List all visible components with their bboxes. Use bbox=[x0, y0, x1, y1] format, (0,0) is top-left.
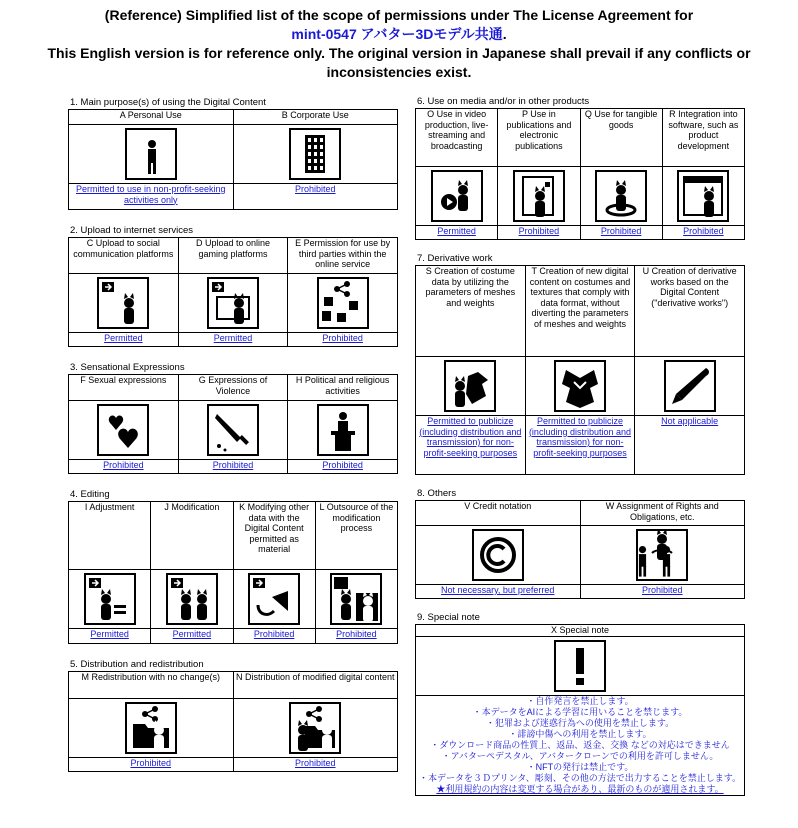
special-note-icon-cell bbox=[416, 636, 745, 695]
software-icon bbox=[677, 170, 729, 222]
copyright-icon bbox=[472, 529, 524, 581]
icon-cell bbox=[69, 125, 234, 184]
knife-icon bbox=[207, 404, 259, 456]
goods-icon bbox=[595, 170, 647, 222]
section-label: 9. Special note bbox=[417, 612, 480, 623]
permission-table bbox=[415, 265, 745, 475]
pen-icon bbox=[664, 360, 716, 412]
icon-cell bbox=[416, 526, 581, 585]
section-label: 4. Editing bbox=[70, 489, 110, 500]
icon-cell bbox=[498, 167, 580, 226]
permission-header: P Use in publications and electronic publications bbox=[498, 109, 580, 167]
permission-header: T Creation of new digital content on costumes and textures that comply with data format, without diverting the parameters of meshes and weights bbox=[525, 266, 635, 357]
permission-result: Permitted bbox=[69, 629, 151, 644]
special-note-line: ・本データを３Ｄプリンタ、彫刻、その他の方法で出力することを禁止します。 bbox=[418, 772, 742, 783]
permission-result: Prohibited bbox=[233, 184, 398, 210]
permission-result: Prohibited bbox=[233, 758, 398, 772]
permission-result: Prohibited bbox=[178, 460, 288, 474]
left-column bbox=[68, 96, 398, 772]
permission-header: E Permission for use by third parties within the online service bbox=[288, 238, 398, 274]
permission-header: O Use in video production, live-streaming and broadcasting bbox=[416, 109, 498, 167]
podium-icon bbox=[317, 404, 369, 456]
permission-result: Prohibited bbox=[580, 226, 662, 240]
section-label: 3. Sensational Expressions bbox=[70, 362, 185, 373]
permission-header: B Corporate Use bbox=[233, 110, 398, 125]
assignment-icon bbox=[636, 529, 688, 581]
permission-header: G Expressions of Violence bbox=[178, 375, 288, 401]
permission-section bbox=[415, 487, 745, 599]
permission-result: Prohibited bbox=[315, 629, 397, 644]
icon-cell bbox=[233, 699, 398, 758]
permission-header: S Creation of costume data by utilizing the parameters of meshes and weights bbox=[416, 266, 526, 357]
section-label: 5. Distribution and redistribution bbox=[70, 659, 204, 670]
permission-section bbox=[68, 224, 398, 347]
adjust-icon bbox=[84, 573, 136, 625]
publication-icon bbox=[513, 170, 565, 222]
permission-header: W Assignment of Rights and Obligations, etc. bbox=[580, 501, 745, 526]
special-note-line: ・犯罪および迷惑行為への使用を禁止します。 bbox=[485, 717, 675, 728]
permission-header: R Integration into software, such as product development bbox=[662, 109, 744, 167]
permission-result: Prohibited bbox=[288, 460, 398, 474]
texture-icon bbox=[554, 360, 606, 412]
title-line-4: inconsistencies exist. bbox=[326, 64, 472, 80]
permission-table bbox=[68, 501, 398, 644]
title-line-3: This English version is for reference only. The original version in Japanese shall prevail if any conflicts or bbox=[47, 45, 751, 61]
permission-table bbox=[415, 108, 745, 240]
icon-cell bbox=[178, 401, 288, 460]
title-period: . bbox=[502, 26, 507, 42]
permission-header: H Political and religious activities bbox=[288, 375, 398, 401]
permission-result: Permitted to use in non-profit-seeking activities only bbox=[69, 184, 234, 210]
special-note-line: ・自作発言を禁止します。 bbox=[526, 695, 634, 706]
icon-cell bbox=[525, 357, 635, 416]
icon-cell bbox=[288, 274, 398, 333]
permission-result: Not applicable bbox=[635, 416, 745, 475]
permission-header: L Outsource of the modification process bbox=[315, 502, 397, 570]
exclamation-icon bbox=[554, 640, 606, 692]
permission-header: J Modification bbox=[151, 502, 233, 570]
permission-section bbox=[68, 658, 398, 772]
icon-cell bbox=[662, 167, 744, 226]
special-notes bbox=[416, 695, 745, 795]
special-note-line: ・ダウンロード商品の性質上、返品、返金、交換 などの対応はできません bbox=[430, 739, 730, 750]
permission-header: M Redistribution with no change(s) bbox=[69, 672, 234, 699]
icon-cell bbox=[580, 167, 662, 226]
icon-cell bbox=[580, 526, 745, 585]
permission-result: Prohibited bbox=[580, 585, 745, 599]
icon-cell bbox=[315, 570, 397, 629]
document-title bbox=[0, 6, 798, 82]
permission-section bbox=[415, 252, 745, 475]
icon-cell bbox=[69, 274, 179, 333]
section-label: 8. Others bbox=[417, 488, 457, 499]
special-note-table bbox=[415, 624, 745, 796]
section-label: 1. Main purpose(s) of using the Digital Content bbox=[70, 97, 266, 108]
share-modified-icon bbox=[289, 702, 341, 754]
product-name: mint-0547 アバター3Dモデル共通 bbox=[291, 26, 503, 42]
building-icon bbox=[289, 128, 341, 180]
permission-section bbox=[68, 488, 398, 644]
icon-cell bbox=[69, 699, 234, 758]
permission-section bbox=[415, 95, 745, 240]
permission-header: K Modifying other data with the Digital Content permitted as material bbox=[233, 502, 315, 570]
video-icon bbox=[431, 170, 483, 222]
permission-table bbox=[68, 374, 398, 474]
title-line-1: (Reference) Simplified list of the scope of permissions under The License Agreement for bbox=[104, 7, 694, 23]
icon-cell bbox=[69, 570, 151, 629]
icon-cell bbox=[178, 274, 288, 333]
icon-cell bbox=[288, 401, 398, 460]
material-icon bbox=[248, 573, 300, 625]
permission-result: Prohibited bbox=[69, 460, 179, 474]
section-special-note bbox=[415, 611, 745, 796]
hearts-icon bbox=[97, 404, 149, 456]
section-label: 7. Derivative work bbox=[417, 253, 493, 264]
special-note-line: ・本データをAIによる学習に用いることを禁じます。 bbox=[472, 706, 688, 717]
permission-result: Permitted bbox=[178, 333, 288, 347]
permission-header: A Personal Use bbox=[69, 110, 234, 125]
icon-cell bbox=[233, 125, 398, 184]
permission-result: Permitted bbox=[69, 333, 179, 347]
icon-cell bbox=[416, 167, 498, 226]
special-note-line: ★利用規約の内容は変更する場合があり、最新のものが適用されます。 bbox=[436, 783, 724, 794]
permission-result: Permitted bbox=[416, 226, 498, 240]
special-note-line: ・NFTの発行は禁止です。 bbox=[526, 761, 634, 772]
share-users-icon bbox=[317, 277, 369, 329]
right-column bbox=[415, 95, 745, 796]
icon-cell bbox=[151, 570, 233, 629]
icon-cell bbox=[635, 357, 745, 416]
permission-result: Prohibited bbox=[662, 226, 744, 240]
special-note-line: ・誹謗中傷への利用を禁止します。 bbox=[508, 728, 652, 739]
permission-table bbox=[415, 500, 745, 599]
permission-table bbox=[68, 109, 398, 210]
person-icon bbox=[125, 128, 177, 180]
share-folder-icon bbox=[125, 702, 177, 754]
permission-header: N Distribution of modified digital content bbox=[233, 672, 398, 699]
permission-table bbox=[68, 237, 398, 347]
section-label: 2. Upload to internet services bbox=[70, 225, 194, 236]
permission-result: Permitted bbox=[151, 629, 233, 644]
permission-header: I Adjustment bbox=[69, 502, 151, 570]
permission-result: Prohibited bbox=[69, 758, 234, 772]
permission-section bbox=[68, 361, 398, 474]
permission-section bbox=[68, 96, 398, 210]
special-note-line: ・アバターペデスタル、アバタークローンでの利用を許可しません。 bbox=[441, 750, 719, 761]
permission-header: V Credit notation bbox=[416, 501, 581, 526]
costume-icon bbox=[444, 360, 496, 412]
outsource-icon bbox=[330, 573, 382, 625]
permission-header: U Creation of derivative works based on the Digital Content ("derivative works") bbox=[635, 266, 745, 357]
special-note-header: X Special note bbox=[416, 625, 745, 637]
permission-table bbox=[68, 671, 398, 772]
permission-result: Prohibited bbox=[233, 629, 315, 644]
permission-header: D Upload to online gaming platforms bbox=[178, 238, 288, 274]
permission-result: Prohibited bbox=[498, 226, 580, 240]
permission-header: C Upload to social communication platforms bbox=[69, 238, 179, 274]
icon-cell bbox=[416, 357, 526, 416]
section-label: 6. Use on media and/or in other products bbox=[417, 96, 590, 107]
permission-result: Prohibited bbox=[288, 333, 398, 347]
permission-result: Not necessary, but preferred bbox=[416, 585, 581, 599]
permission-result: Permitted to publicize (including distribution and transmission) for non-profit-seeking purposes bbox=[525, 416, 635, 475]
permission-header: F Sexual expressions bbox=[69, 375, 179, 401]
icon-cell bbox=[233, 570, 315, 629]
title-product-line bbox=[0, 25, 798, 44]
upload-avatar-icon bbox=[97, 277, 149, 329]
permission-result: Permitted to publicize (including distribution and transmission) for non-profit-seeking purposes bbox=[416, 416, 526, 475]
permission-header: Q Use for tangible goods bbox=[580, 109, 662, 167]
icon-cell bbox=[69, 401, 179, 460]
upload-game-icon bbox=[207, 277, 259, 329]
modify-icon bbox=[166, 573, 218, 625]
